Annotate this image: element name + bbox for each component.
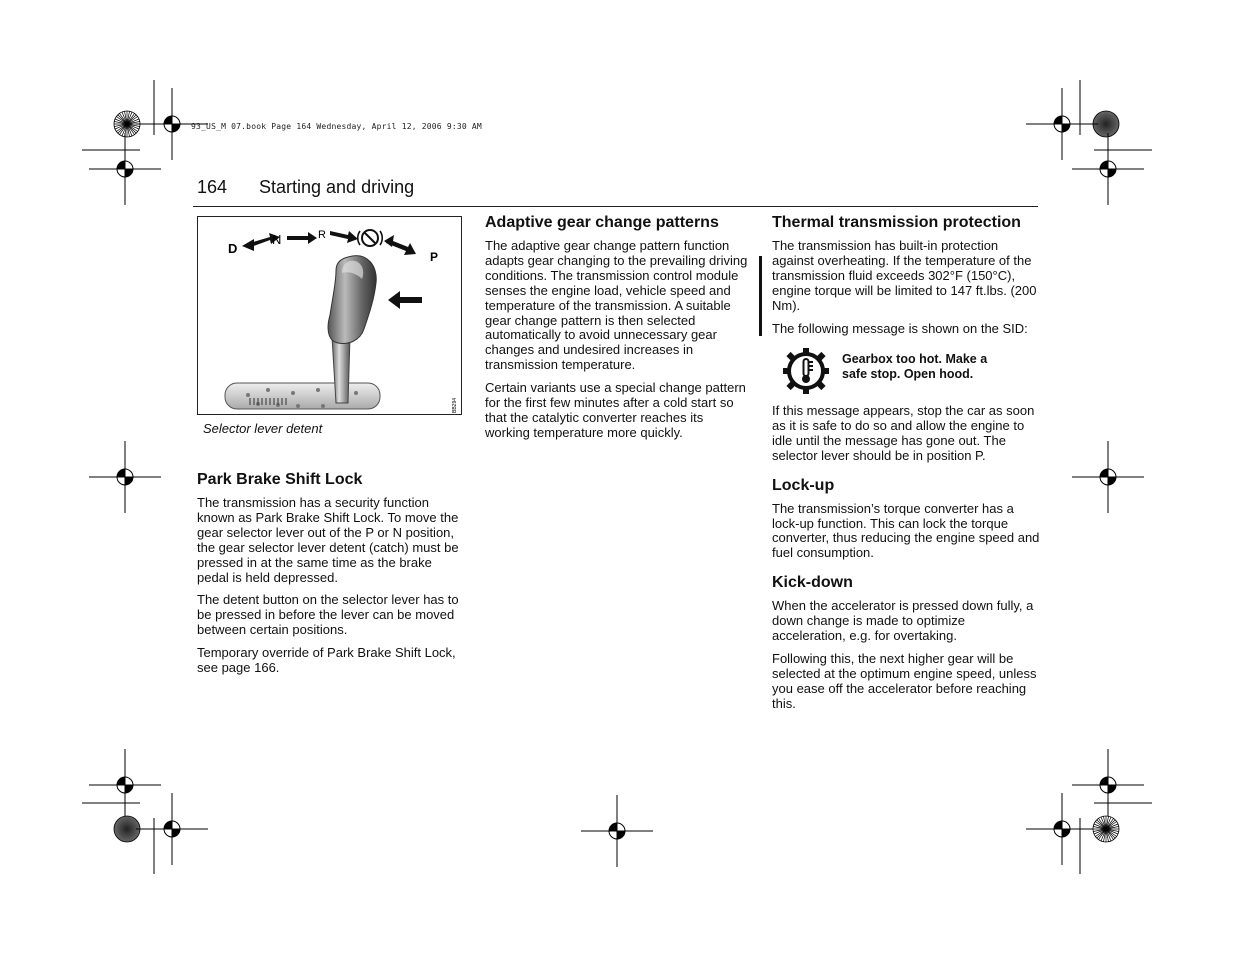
selector-lever-figure — [197, 216, 462, 415]
detent-arrow — [388, 291, 422, 309]
change-bar — [759, 256, 762, 336]
park-brake-paragraph-2: The detent button on the selector lever has to be pressed in before the lever can be moved between certain positions. — [197, 592, 459, 638]
sid-message-box — [772, 347, 1037, 395]
sid-message-line-1: Gearbox too hot. Make a — [842, 352, 988, 366]
gear-lever-illustration — [198, 217, 461, 414]
thermal-paragraph-2: The following message is shown on the SID: — [772, 320, 1028, 336]
figure-code: BB294 — [452, 397, 458, 413]
page-number: 164 — [197, 177, 228, 197]
lockup-paragraph-1: The transmission’s torque converter has a lock-up function. This can lock the torque converter, thus reducing the engine speed and fuel consumption. — [772, 500, 1040, 561]
adaptive-heading: Adaptive gear change patterns — [485, 214, 719, 231]
print-slug: 93_US_M 07.book Page 164 Wednesday, April 12, 2006 9:30 AM — [191, 122, 482, 131]
park-brake-section — [197, 470, 465, 684]
park-brake-paragraph-3: Temporary override of Park Brake Shift Lock, see page 166. — [197, 645, 456, 676]
kickdown-heading: Kick-down — [772, 574, 853, 592]
header-rule — [193, 206, 1038, 207]
right-lower-section — [772, 404, 1040, 720]
thermal-paragraph-1: The transmission has built-in protection against overheating. If the temperature of the transmission fluid exceeds 302°F (150°C), engine torque will be limited to 147 ft.lbs. (200 Nm). — [772, 238, 1037, 313]
thermal-heading: Thermal transmission protection — [772, 214, 1021, 231]
section-title: Starting and driving — [259, 177, 415, 197]
park-brake-heading: Park Brake Shift Lock — [197, 471, 363, 488]
kickdown-paragraph-2: Following this, the next higher gear will be selected at the optimum engine speed, unless you ease off the accelerator before reaching this. — [772, 650, 1037, 711]
figure-caption: Selector lever detent — [203, 421, 323, 436]
gear-label-p: P — [430, 250, 439, 264]
adaptive-paragraph-1: The adaptive gear change pattern function adapts gear changing to the prevailing driving conditions. The transmission control module senses the engine load, vehicle speed and temperature of the transmission. A suitable gear change pattern is then selected automatically to avoid unnecessary gear changes and undesired increases in transmission temperature. — [485, 238, 748, 373]
gearbox-temperature-icon — [782, 347, 830, 395]
kickdown-paragraph-1: When the accelerator is pressed down fully, a down change is made to optimize acceleration, e.g. for overtaking. — [772, 598, 1034, 644]
thermal-section — [772, 213, 1040, 344]
adaptive-paragraph-2: Certain variants use a special change pattern for the first few minutes after a cold start so that the catalytic converter reaches its working temperature more quickly. — [485, 380, 746, 440]
page-header — [197, 177, 414, 198]
adaptive-section — [485, 213, 751, 449]
gear-label-n: N — [272, 232, 282, 247]
lockup-heading: Lock-up — [772, 476, 835, 494]
thermal-after-paragraph: If this message appears, stop the car as soon as it is safe to do so and allow the engine to idle until the message has gone out. The selector lever should be in position P. — [772, 403, 1035, 463]
park-brake-paragraph-1: The transmission has a security function known as Park Brake Shift Lock. To move the gear selector lever out of the P or N position, the gear selector lever detent (catch) must be pressed in at the same time as the brake pedal is held depressed. — [197, 495, 459, 585]
sid-message — [842, 352, 987, 381]
gear-label-d: D — [228, 241, 238, 256]
sid-message-line-2: safe stop. Open hood. — [842, 366, 974, 381]
gear-label-r: R — [318, 229, 326, 241]
